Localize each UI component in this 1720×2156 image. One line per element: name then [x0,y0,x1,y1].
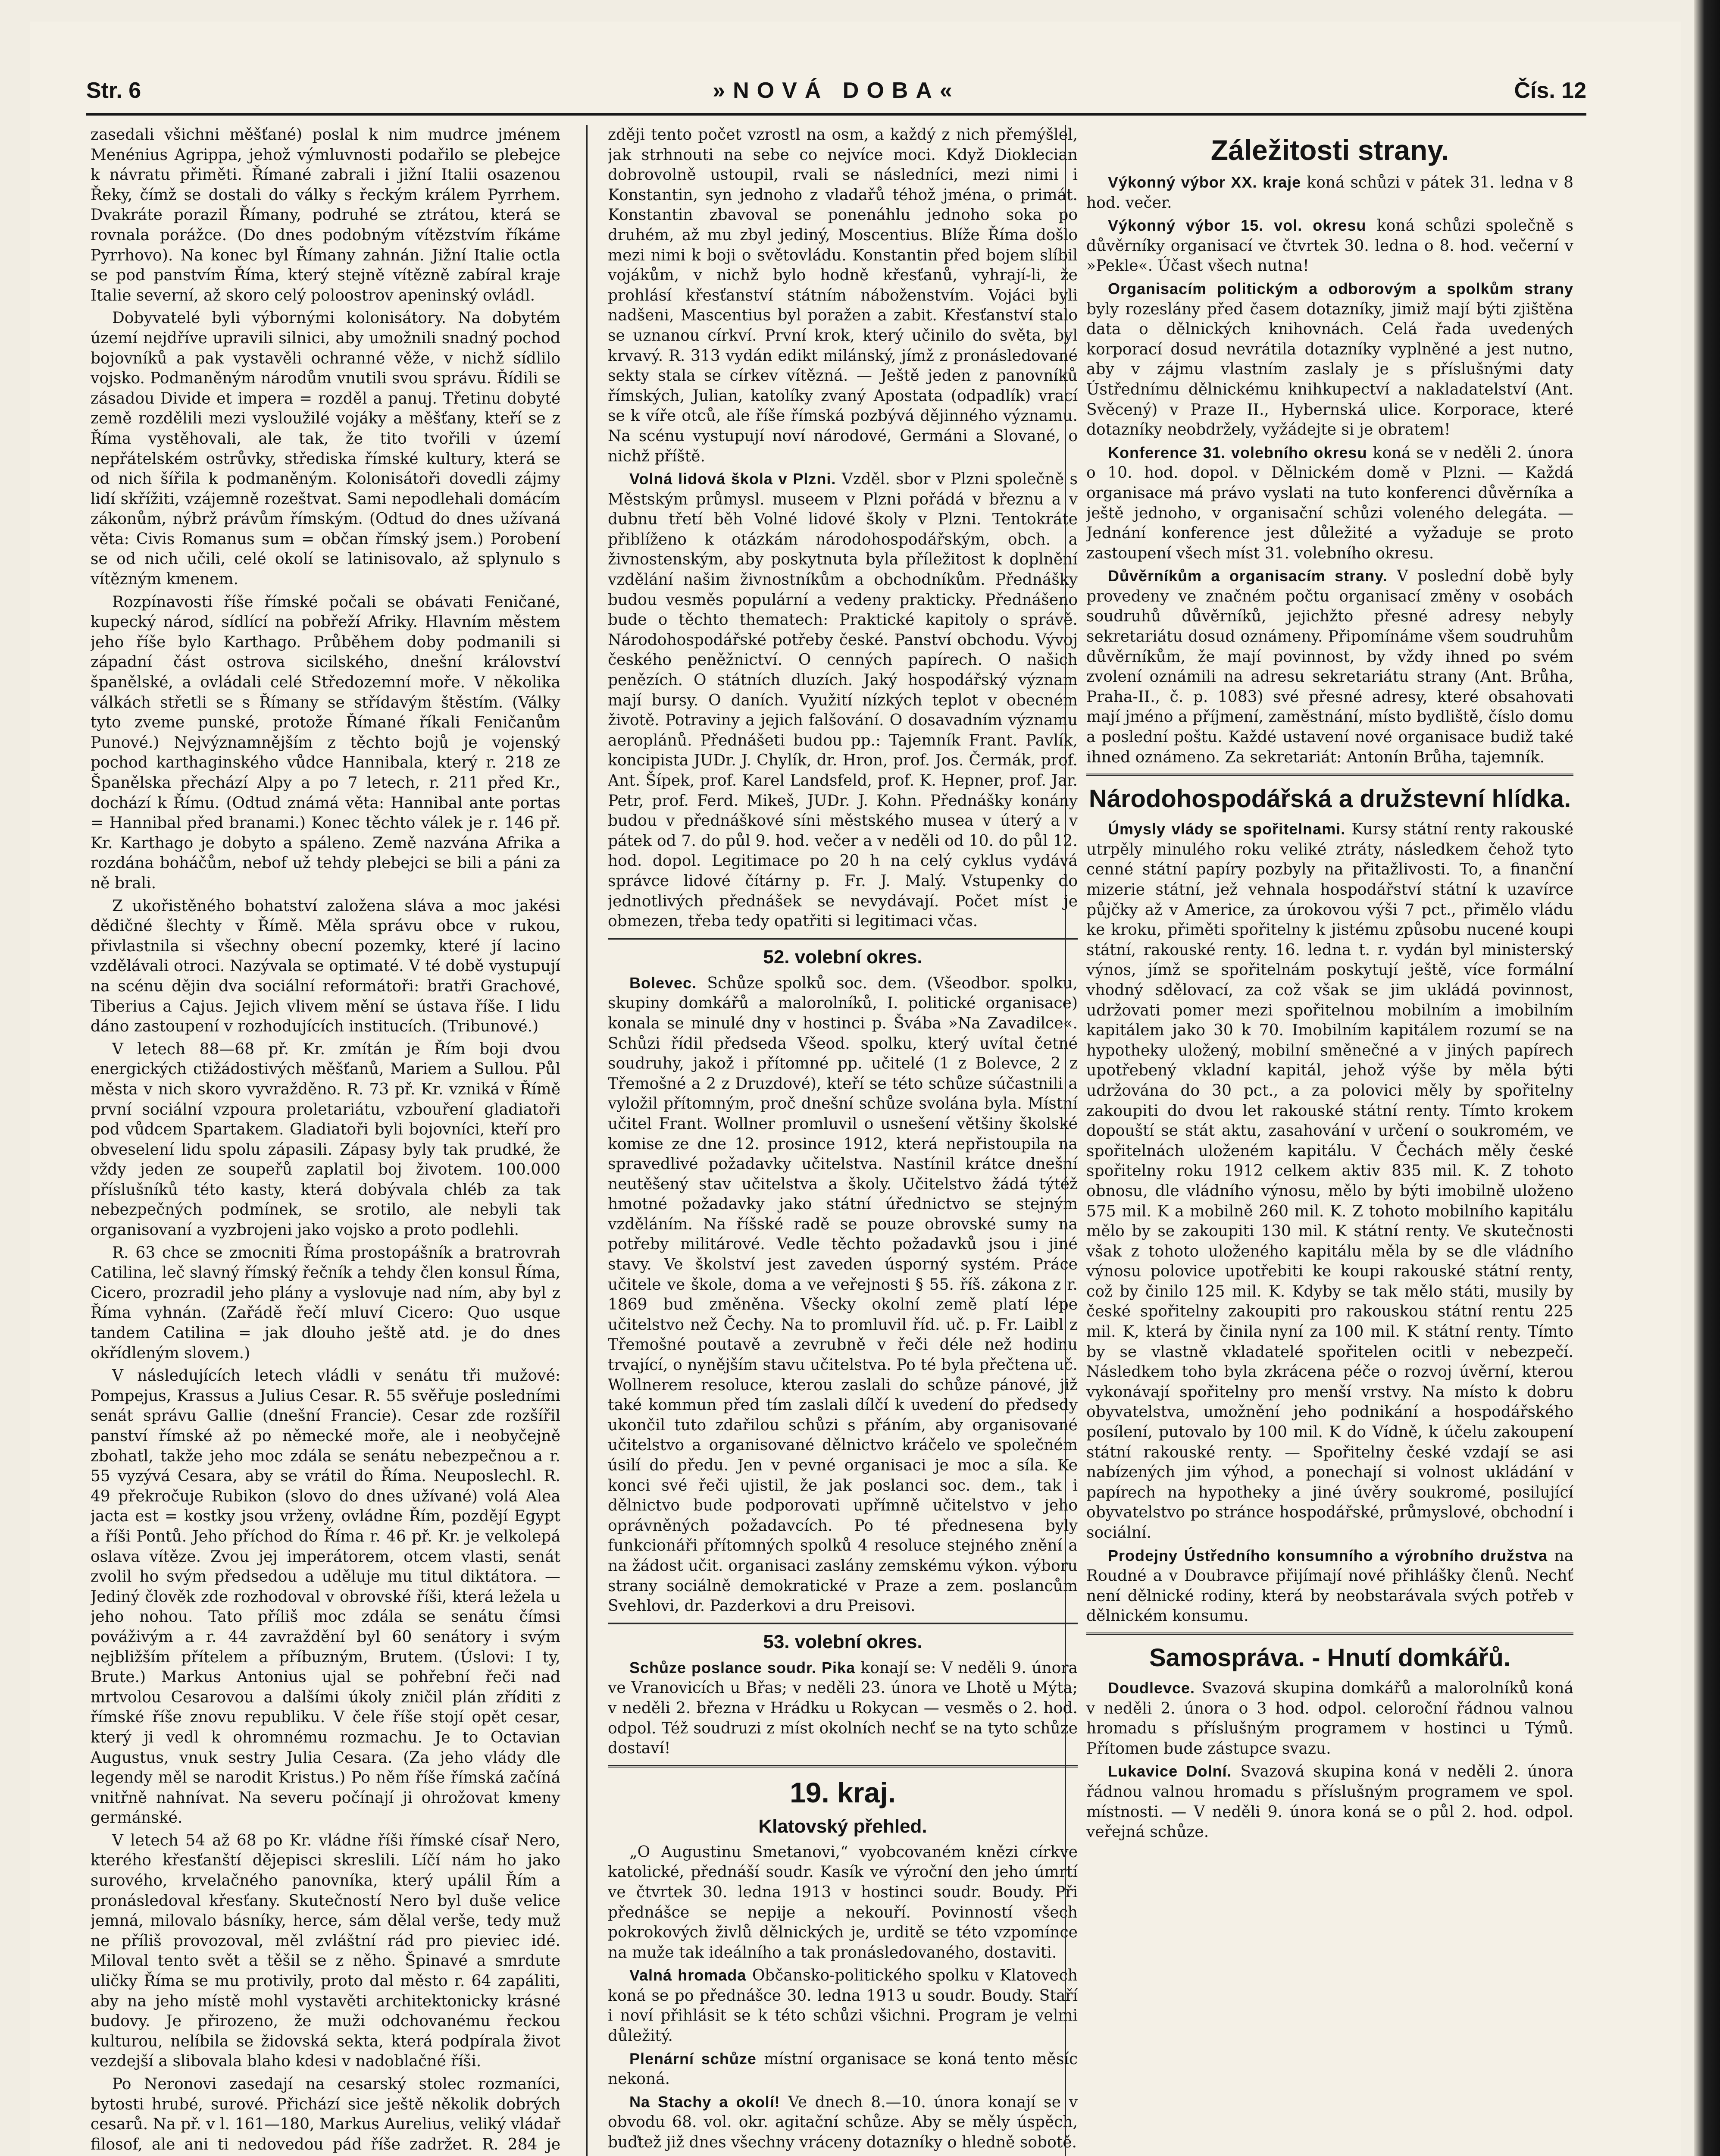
notice-paragraph: „O Augustinu Smetanovi,“ vyobcovaném knězi církve katolické, přednáší soudr. Kasík ve výroční den jeho úmrtí ve čtvrtek 30. ledna 1913 v hostinci soudr. Boudy. Při přednášce se nepije a nekouří. Povinností všech pokrokových živlů dělnických je, urditě se této vzpomínce na muže tak ideálního a tak pronásledovaného, dostaviti. [608,1843,1078,1962]
notice-paragraph [1086,172,1573,213]
section-heading: 53. volební okres. [763,1631,923,1652]
section-heading: 52. volební okres. [763,946,923,968]
article-paragraph: zději tento počet vzrostl na osm, a každý z nich přemýšlel, jak strhnouti na sebe co nejvíce moci. Když Dioklecian dobrovolně ustoupil, rvali se následníci, mezi nimi i Konstantin, syn jednoho z vladařů téhož jména, o primát. Konstantin zbavoval se ponenáhlu jednoho soka po druhém, až mu zbyl jediný, Moscentius. Blíže Říma došlo mezi nimi k boji o světovládu. Konstantin před bojem slíbil vojákům, v nichž bylo hodně křesťanů, vyhrají-li, že prohlásí křesťanství státním náboženstvím. Vojáci byli nadšeni, Mascentius byl poražen a zabit. Křesťanství stalo se uznanou církví. První krok, který učinilo do světa, byl krvavý. R. 313 vydán edikt milánský, jímž z pronásledované sekty stala se církev vítězná. — Ještě jeden z panovníků římských, Julian, katolíky zvaný Apostata (odpadlík) vrací se k víře otců, ale říše římská pozbývá dějinného významu. Na scénu vystupují noví národové, Germáni a Slované, o nichž příště. [608,126,1078,465]
notice-paragraph [1086,279,1573,440]
section-heading: Samospráva. - Hnutí domkářů. [1149,1643,1510,1672]
section-heading: Záležitosti strany. [1210,134,1449,166]
article-paragraph: R. 63 chce se zmocniti Říma prostopášník a bratrovrah Catilina, leč slavný římský řečník a tehdy člen konsul Říma, Cicero, prozradil jeho plány a vyslovuje nad ním, aby byl z Říma vyhnán. (Zařádě řečí mluví Cicero: Quo usque tandem Catilina = jak dlouho ještě atd. je do dnes okřídleným slovem.) [91,1244,560,1362]
column-2 [608,125,1078,2156]
section-divider [608,1765,1078,1767]
notice-body: byly rozeslány před časem dotazníky, jimiž mají býti zjištěna data o dělnických knihovnách. Celá řada uvedených korporací dosud nevrátila dotazníky vyplněné a jest nutno, aby v zájmu vlastním zaslaly je s příslušnými daty Ústřednímu dělnickému knihkupectví a nakladatelství (Ant. Svěcený) v Praze II., Hybernská ulice. Korporace, které dotazníky neobdržely, vyžádejte si je obratem! [1086,300,1573,439]
section-divider [608,938,1078,940]
notice-heading: Konference 31. volebního okresu [1108,443,1367,461]
section-heading: Národohospodářská a družstevní hlídka. [1088,785,1571,813]
notice-heading: Výkonný výbor XX. kraje [1108,173,1301,191]
article-paragraph: V letech 88—68 př. Kr. zmítán je Řím boji dvou energických ctižádostivých měšťanů, Mariem a Sullou. Půl města v nich skoro vyvražděno. R. 73 př. Kr. vzniká v Římě první sociální vzpoura proletariátu, vzbouření gladiatoři pod vůdcem Spartakem. Gladiatoři byli bojovníci, kteří pro obveselení lidu spolu zápasili. Zápasy byly tak prudké, že vždy jeden ze soupeřů zaplatil boj životem. 100.000 příslušníků této kasty, která dobývala chléb za tak nebezpečných podmínek, se srotilo, ale nebyli tak organisovaní a vyzbrojeni jako vojsko a proto podlehli. [91,1040,560,1239]
notice-heading: Výkonný výbor 15. vol. okresu [1108,216,1367,235]
section-divider [608,1623,1078,1624]
article-paragraph: Rozpínavosti říše římské počali se obávati Feničané, kupecký národ, sídlící na pobřeží Afriky. Hlavním městem jeho říše bylo Karthago. Průběhem doby podmanili si západní část ostrova sicilského, dnešní království španělské, a ovládali celé Středozemní moře. V několika válkách střetli se s Římany se střídavým štěstím. (Války tyto zveme punské, protože Římané říkali Feničanům Punové.) Nejvýznamnějším z těchto bojů je vojenský pochod karthaginského vůdce Hannibala, který r. 218 ze Španělska přechází Alpy a po 7 letech, r. 211 před Kr., dochází k Římu. (Odtud známá věta: Hannibal ante portas = Hannibal před branami.) Konec těchto válek je r. 146 př. Kr. Karthago je dobyto a spáleno. Země nazvána Afrika a rozdána boháčům, nebof už tehdy plebejci se bili a páni za ně brali. [91,593,560,892]
issue-number: Čís. 12 [1514,78,1586,103]
region-heading: 19. kraj. [790,1776,896,1808]
notice-body: koná schůzi v pátek 31. ledna v 8 hod. večer. [1086,174,1573,212]
notice-heading: Bolevec. [629,974,697,992]
article-paragraph: Dobyvatelé byli výbornými kolonisátory. Na dobytém území nejdříve upravili silnici, aby umožnili snadný pochod bojovníků a pak vystavěli ochranné věže, v nichž sídlilo vojsko. Podmaněným národům vnutili svou správu. Řídili se zásadou Divide et impera = rozděl a panuj. Třetinu dobyté země rozdělili mezi vysloužilé vojáky a měšťany, kteří se z Říma vystěhovali, ale tak, že tito tvořili v území nepřátelském ostrůvky, střediska římské kultury, která se od nich šířila k podmaněným. Kolonisátoři dovedli zájmy lidí skřížiti, vzájemně rozeštvat. Sami nepodlehali domácím zákonům, nýbrž právům římským. (Odtud do dnes užívaná věta: Civis Romanus sum = občan římský jsem.) Porobení se od nich učili, celé okolí se latinisovalo, až splynulo s vítězným kmenem. [91,309,560,589]
notice-body: koná se v neděli 2. února o 10. hod. dopol. v Dělnickém domě v Plzni. — Každá organisace má právo vyslati na tuto konferenci důvěrníka a ještě jednoho, v organisační schůzi voleného delegáta. — Jednání konference jest důležité a vyžaduje se proto zastoupení všech míst 31. volebního okresu. [1086,444,1573,562]
notice-body: místní organisace se koná tento měsíc nekoná. [608,2050,1078,2088]
notice-paragraph [608,1965,1078,2046]
notice-heading: Volná lidová škola v Plzni. [629,470,836,488]
notice-body: konají se: V neděli 9. února ve Vranovicích u Břas; v neděli 23. února ve Lhotě u Mýta; v neděli 2. března v Hrádku u Rokycan — vesměs o 2. hod. odpol. Též soudruzi z míst okolních nechť se na tyto schůze dostaví! [608,1659,1078,1758]
column-1 [91,125,560,2156]
section-divider [1086,774,1573,776]
section-divider [1086,1633,1573,1635]
notice-paragraph [608,469,1078,932]
notice-heading: Schůze poslance soudr. Pika [629,1658,856,1677]
header-rule [86,113,1586,116]
notice-body: Občansko-politického spolku v Klatovech koná se po přednášce 30. ledna 1913 u soudr. Boudy. Staří i noví přihlásit se k této schůzi všichni. Program je velmi důležitý. [608,1967,1078,2045]
notice-paragraph [608,973,1078,1617]
notice-body: Vzděl. sbor v Plzni společně s Městským průmysl. museem v Plzni pořádá v březnu a v dubnu třetí běh Volné lidové školy v Plzni. Tentokráte přiblíženo k otázkám národohospodářským, obch. a živnostenským, aby poskytnuta byla příležitost k doplnění vzdělání našim živnostníkům a obchodníkům. Přednášky budou vesměs populární a vedeny prakticky. Přednášeno bude o těchto thematech: Praktické kapitoly o správě. Národohospodářské potřeby české. Panství obchodu. Vývoj českého peněžnictví. O cenných papírech. O našich penězích. O státních dluzích. Jaký hospodářský význam mají bursy. O daních. Využití nízkých teplot v obecném životě. Potraviny a jejich falšování. O dosavadním významu aeroplánů. Přednášeti budou pp.: Tajemník Frant. Pavlík, koncipista JUDr. J. Chylík, dr. Hron, prof. Jos. Čermák, prof. Ant. Šípek, prof. Karel Landsfeld, prof. K. Hepner, prof. Jar. Petr, prof. Ferd. Mikeš, JUDr. J. Kohn. Přednášky konány budou v přednáškové síni městského musea v úterý a v pátek od 7. do půl 9. hod. večer a v neděli od 10. do půl 12. hod. dopol. Legitimace po 20 h na celý cyklus vydává správce lidové čítárny p. Fr. J. Malý. Vstupenky do jednotlivých přednášek se nevydávají. Počet míst je obmezen, třeba tedy opatřiti si legitimaci včas. [608,470,1078,931]
page-header [86,73,1586,112]
notice-heading: Valná hromada [629,1966,747,1984]
notice-body: koná schůzi společně s důvěrníky organisací ve čtvrtek 30. ledna o 8. hod. večerní v »Pekle«. Účast všech nutna! [1086,217,1573,275]
notice-heading: Na Stachy a okolí! [629,2093,780,2111]
article-paragraph: zasedali všichni měšťané) poslal k nim mudrce jménem Menénius Agrippa, jehož výmluvnosti podařilo se plebejce k návratu přiměti. Římané zabrali i jižní Italii osazenou Řeky, čímž se dostali do války s řeckým králem Pyrrhem. Dvakráte porazil Římany, podruhé se ztrátou, která se rovnala porážce. (Do dnes podobným vítězstvím říkáme Pyrrhovo). Na konec byl Římany zahnán. Jižní Italie octla se pod panstvím Říma, který stejně vítězně zabíral kraje Italie severní, až skoro celý poloostrov apeninský ovládl. [91,126,560,304]
notice-paragraph [1086,443,1573,564]
notice-paragraph [1086,819,1573,1543]
notice-body: Svazová skupina koná v neděli 2. února řádnou valnou hromadu s příslušným programem ve spol. místnosti. — V neděli 9. února koná se o půl 2. hod. odpol. veřejná schůze. [1086,1763,1573,1841]
notice-paragraph [608,1658,1078,1759]
notice-paragraph [1086,1678,1573,1759]
notice-body: na Roudné a v Doubravce přijímají nové přihlášky členů. Nechť není dělnické rodiny, která by neobstarávala svých potřeb v dělnickém konsumu. [1086,1547,1573,1625]
notice-heading: Organisacím politickým a odborovým a spolkům strany [1108,279,1573,298]
notice-paragraph [608,2092,1078,2153]
article-paragraph: V letech 54 až 68 po Kr. vládne říši římské císař Nero, kterého křesťanští dějepisci skreslili. Líčí nám ho jako surového, krvelačného panovníka, který upálil Řím a pronásledoval křesťany. Skutečností Nero byl duše velice jemná, milovalo básníky, herce, sám dělal verše, tedy muž ne příliš provozoval, měl zvláštní rád pro pieviec idé. Miloval tento svět a těšil se z něho. Špinavé a smrdute uličky Říma se mu protivily, proto dal město r. 64 zapáliti, aby na jeho místě mohl vystavěti architektonicky krásné budovy. Je přirozeno, že muži odchovanému řeckou kulturou, nelíbila se židovská sekta, která podpírala život vezdejší a slibovala blaho kdesi v nadoblačné říši. [91,1831,560,2071]
notice-heading: Prodejny Ústředního konsumního a výrobního družstva [1108,1546,1548,1564]
notice-paragraph [1086,1761,1573,1842]
article-paragraph: V následujících letech vládli v senátu tři mužové: Pompejus, Krassus a Julius Cesar. R. 55 svěřuje posledními senát správu Gallie (dnešní Francie). Cesar zde rozšířil panství římské až po německé moře, ale i neobyčejně zbohatl, takže jeho moc zdála se senátu nebezpečnou a r. 55 vyzývá Cesara, aby se vrátil do Říma. Neuposlechl. R. 49 překročuje Rubikon (slovo do dnes užívané) volá Alea jacta est = kostky jsou vrženy, ovládne Řím, pozdějí Egypt a říši Pontů. Jeho příchod do Říma r. 46 př. Kr. je velkolepá oslava vítěze. Zvou jej imperátorem, otcem vlasti, senát zvolil ho svým předsedou a uděluje mu titul diktátora. — Jediný člověk zde rozhodoval v obrovské říši, která ležela u jeho nohou. Tato příliš moc zdála se senátu čímsi pováživým a r. 44 zavraždění byl 60 senátory i svým nejbližším přítelem a příbuzným, Brutem. (Úslovi: I ty, Brute.) Markus Antonius ujal se pohřební řeči nad mrtvolou Cesarovou a dalšími úkoly zničil plán zříditi z římské říše znovu republiku. V čele říše stojí opět cesar, který ji vedl k ohromnému rozmachu. Je to Octavian Augustus, vnuk sestry Julia Cesara. (Za jeho vlády dle legendy měl se narodit Kristus.) Po něm říše římská začíná vnitřně nahnívat. Na severu počínají ji ohrožovat kmeny germánské. [91,1367,560,1827]
article-paragraph: Z ukořistěného bohatství založena sláva a moc jakési dědičné šlechty v Římě. Měla správu obce v rukou, přivlastnila si všechny obecní pozemky, které jí lacino vzdělávali otroci. Nazývala se optimaté. V té době vystupují na scénu dějin dva sociální reformátoři: bratři Grachové, Tiberius a Cajus. Jejich vlivem mění se ústava říše. I lidu dáno zastoupení v rozhodujících institucích. (Tribunové.) [91,897,560,1036]
notice-heading: Úmysly vlády se spořitelnami. [1108,820,1346,838]
notice-body: Kursy státní renty rakouské utrpěly minulého roku veliké ztráty, následkem čehož tyto cenné státní papíry pozbyly na přitažlivosti. To, a finanční mizerie státní, jež vehnala hospodářství státní k uzavírce půjčky až v Americe, za úrokovou výši 7 pct., přimělo vládu ke kroku, přiměti spořitelny k jistému způsobu nucené koupi státní, rakouské renty. 16. ledna t. r. vydán byl ministerský výnos, jímž se spořitelnám poskytují ještě, více formální vhodný sdělovací, za což však se jim ukládá povinnost, udržovati pomer mezi spořitelnou mobilním a imobilním kapitálem jako 30 k 70. Imobilním kapitálem rozumí se na hypotheky uložený, mobilní směnečné a v jiných papírech upotřebený vkladní kapitál, jehož výše by měla býti udržována do 30 pct., a za polovici měly by spořitelny zakoupiti do dvou let rakouské státní renty. Tímto krokem dopouští se stát aktu, zasahování v určení o soukromém, ve spořitelnách uloženém kapitálu. V Čechách měly české spořitelny roku 1912 celkem aktiv 835 mil. K. Z tohoto obnosu, dle vládního výnosu, mělo by býti imobilně uloženo 575 mil. K a mobilně 260 mil. K. Z tohoto mobilního kapitálu mělo by se zakoupiti 130 mil. K státní renty. Ve skutečnosti však z tohoto uloženého kapitálu měla by se dle vládního výnosu polovice upotřebiti ke koupi rakouské státní renty, což by činilo 125 mil. K. Kdyby se tak mělo státi, musily by české spořitelny zakoupiti pro rakouskou státní rentu 225 mil. K, která by činila nyní za 100 mil. K státní renty. Tímto by se vlastně vkladatelé spořitelen ocitli v nebezpečí. Následkem toho byla zkrácena péče o rozvoj úvěrní, kterou vykonávají spořitelny pro menší vrstvy. Na místo k dobru obyvatelstva, umožnění jeho podnikání a hospodářského posílení, putovalo by 100 mil. K do Vídně, k účelu zakoupení státní rakouské renty. — Spořitelny české vzdají se asi nabízených jim výhod, a ponechají si volnost ukládání v papírech na hypotheky a jiné úvěry soukromé, posilující obyvatelstvo po stránce hospodářské, průmyslové, obchodní i sociální. [1086,821,1573,1542]
notice-body: V poslední době byly provedeny ve značném počtu organisací změny v osobách soudruhů důvěrníků, jejichžto přesné adresy nebyly sekretariátu dosud oznámeny. Připomínáme všem soudruhům důvěrníkům, že mají povinnost, by vždy ihned po svém zvolení oznámili na adresu sekretariátu strany (Ant. Brůha, Praha-II., č. p. 1083) své přesné adresy, které obsahovati mají jméno a příjmení, zaměstnání, místo bydliště, číslo domu a poslední poštu. Každé ustavení nové organisace budiž také ihned oznámeno. Za sekretariát: Antonín Brůha, tajemník. [1086,567,1573,766]
column-divider [586,125,588,2156]
binding-edge [1694,0,1720,2156]
notice-paragraph [608,2049,1078,2090]
column-3 [1086,125,1573,2156]
masthead-title: »NOVÁ DOBA« [713,78,960,103]
notice-body: Schůze spolků soc. dem. (Všeodbor. spolku, skupiny domkářů a malorolníků, I. politické organisace) konala se minulé dny v hostinci p. Švába »Na Zavadilce«. Schůzi řídil předseda Všeod. spolku, který uvítal četné soudruhy, jakož i přítomné pp. učitelé (1 z Bolevce, 2 z Třemošné a 2 z Druzdové), kteří se této schůze súčastnili a vyložil přítomným, proč dnešní schůze svolána byla. Místní učitel Frant. Wollner promluvil o usnešení většiny školské komise ze dne 12. prosince 1912, která nepřistoupila na spravedlivé požadavky učitelstva. Nastínil krátce dnešní neutěšený stav učitelstva a školy. Učitelstvo žádá týtéž hmotné požadavky jako státní úřednictvo se stejným vzděláním. Na říšské radě se pouze obrovské sumy na potřeby militárové. Vedle těchto požadavků jsou i jiné stavy. Ve školství jest zaveden úsporný systém. Práce učitele ve škole, doma a ve veřejnosti § 55. říš. zákona z r. 1869 bud změněna. Všecky okolní země platí lépe učitelstvo než Čechy. Na to promluvil říd. uč. p. Fr. Laibl z Třemošné poutavě a zevrubně v řeči déle než hodinu trvající, o nynějším stavu učitelstva. Po té byla přečtena uč. Wollnerem resoluce, kterou zaslali do schůze pánové, již také kommun před tím zaslali dílčí k uvedení do předsedy ukončil tuto zdařilou schůzi s přáním, aby organisované učitelstvo a organisované dělnictvo kráčelo ve společném úsilí do předu. Jen v pevné organisaci je moc a síla. Ke konci své řeči ujistil, že jak poslanci soc. dem., tak i dělnictvo bude podporovati upřímně učitelstvo v jeho oprávněných požadavcích. Po té přednesena byly funkcionáři přítomných spolků 4 resoluce stejného znění a na žádost učit. organisaci zaslány zemskému výkon. výboru strany sociálně demokratické v Praze a zem. poslancům Svehlovi, dr. Pazderkovi a dru Preisovi. [608,974,1078,1615]
notice-body: Svazová skupina domkářů a malorolníků koná v neděli 2. února o 3 hod. odpol. celoroční řádnou valnou hromadu s příslušným programem v hostinci u Týmů. Přítomen bude zástupce svazu. [1086,1679,1573,1758]
notice-paragraph [1086,566,1573,768]
notice-heading: Lukavice Dolní. [1108,1762,1232,1780]
article-paragraph: Po Neronovi zasedají na cesarský stolec rozmaníci, bytosti hrubé, surové. Přichází sice ještě několik dobrých cesarů. Na př. v l. 161—180, Markus Aurelius, veliký vládař filosof, ale ani ti nedovedou pád říše zadržet. R. 284 je [91,2075,560,2153]
notice-paragraph [1086,1546,1573,1626]
notice-heading: Plenární schůze [629,2049,757,2068]
notice-paragraph [1086,216,1573,276]
notice-body: Ve dnech 8.—10. února konají se v obvodu 68. vol. okr. agitační schůze. Aby se měly úspěch, buďtež již dnes všechny vráceny dotazníky o hledně sobotě. [608,2093,1078,2152]
page-number: Str. 6 [86,78,141,103]
notice-heading: Důvěrníkům a organisacím strany. [1108,567,1388,585]
region-subheading: Klatovský přehled. [758,1815,927,1837]
notice-heading: Doudlevce. [1108,1679,1195,1697]
